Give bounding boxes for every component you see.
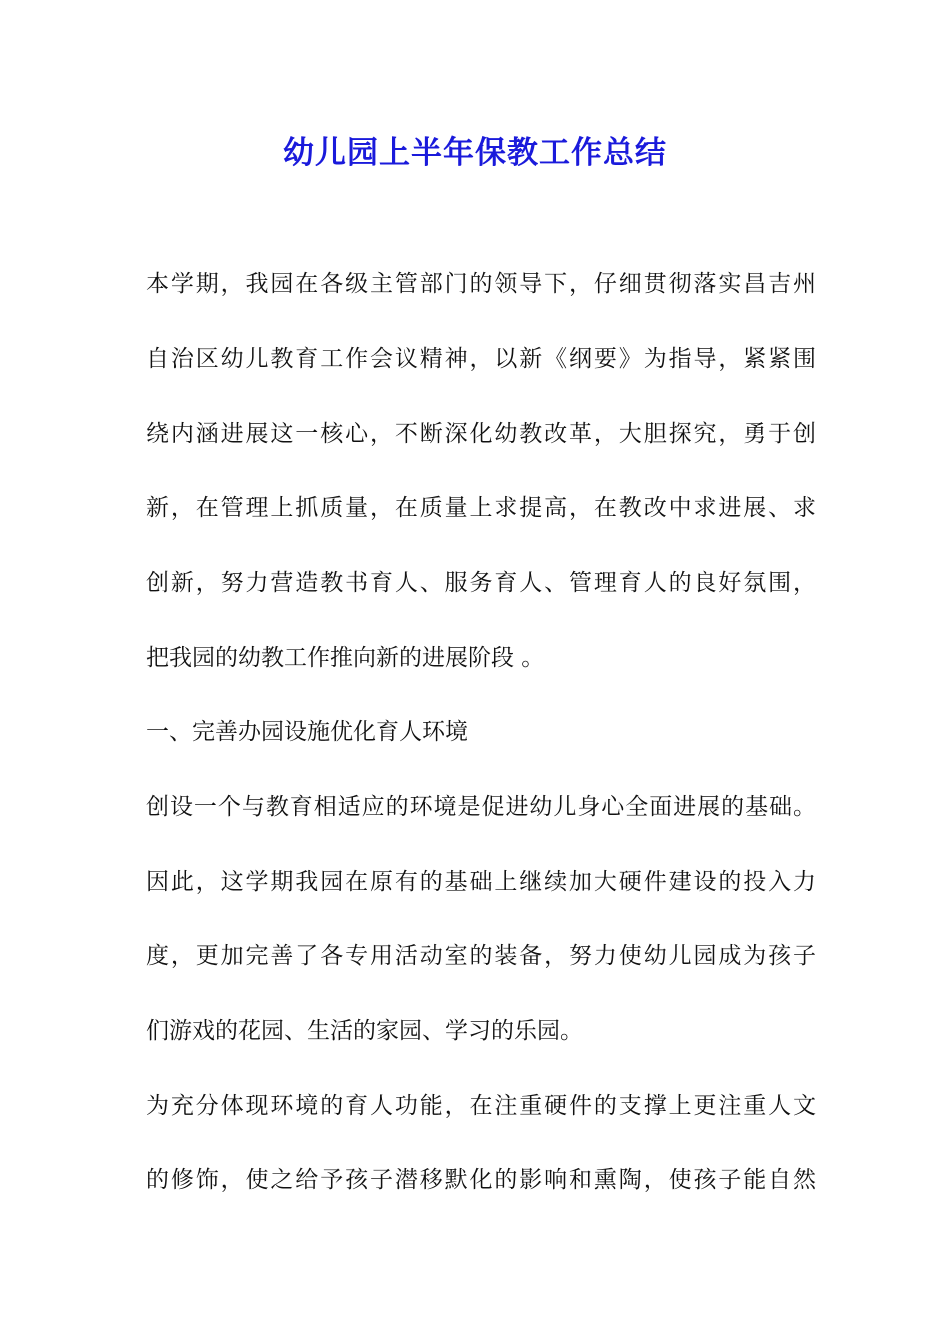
paragraph-line: 度，更加完善了各专用活动室的装备，努力使幼儿园成为孩子: [146, 943, 816, 969]
paragraph-line: 把我园的幼教工作推向新的进展阶段 。: [146, 645, 545, 671]
paragraph-line: 创设一个与教育相适应的环境是促进幼儿身心全面进展的基础。: [146, 794, 816, 820]
paragraph-line: 新，在管理上抓质量，在质量上求提高，在教改中求进展、求: [146, 495, 816, 521]
document-title: 幼儿园上半年保教工作总结: [283, 135, 667, 171]
paragraph-line: 自治区幼儿教育工作会议精神，以新《纲要》为指导，紧紧围: [146, 346, 816, 372]
section-heading: 一、完善办园设施优化育人环境: [146, 719, 468, 745]
paragraph-line: 本学期，我园在各级主管部门的领导下，仔细贯彻落实昌吉州: [146, 271, 816, 297]
paragraph-line: 因此，这学期我园在原有的基础上继续加大硬件建设的投入力: [146, 869, 816, 895]
paragraph-line: 为充分体现环境的育人功能，在注重硬件的支撑上更注重人文: [146, 1093, 816, 1119]
paragraph-line: 绕内涵进展这一核心，不断深化幼教改革，大胆探究，勇于创: [146, 421, 816, 447]
paragraph-line: 的修饰，使之给予孩子潜移默化的影响和熏陶，使孩子能自然: [146, 1167, 816, 1193]
paragraph-line: 们游戏的花园、生活的家园、学习的乐园。: [146, 1018, 583, 1044]
paragraph-line: 创新，努力营造教书育人、服务育人、管理育人的良好氛围，: [146, 570, 816, 596]
